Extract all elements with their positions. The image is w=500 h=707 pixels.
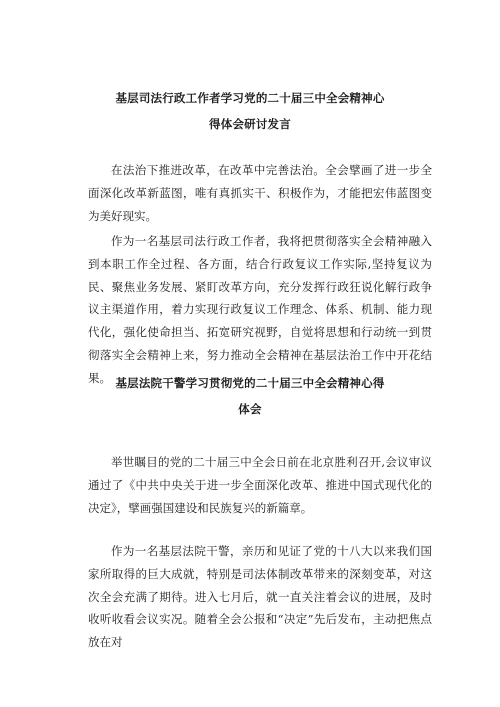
section-1-paragraph-1: 在法治下推进改革，在改革中完善法治。全会擘画了进一步全面深化改革新蓝图，唯有真抓实干、积极作为，才能把宏伟蓝图变为美好现实。	[88, 163, 432, 223]
section-2-title	[70, 370, 430, 422]
section-1-title-line-1: 基层司法行政工作者学习党的二十届三中全会精神心	[115, 91, 385, 105]
section-2-paragraph-2: 作为一名基层法院干警，亲历和见证了党的十八大以来我们国家所取得的巨大成就，特别是司法体制改革带来的深刻变革，对这次全会充满了期待。进入七月后，就一直关注着会议的进展，及时收听收看会议实况。随着全会公报和“决定”先后发布，主动把焦点放在对	[88, 544, 432, 650]
section-1-title-line-2: 得体会研讨发言	[209, 117, 291, 131]
section-2-paragraph-1: 举世瞩目的党的二十届三中全会日前在北京胜利召开,会议审议通过了《中共中央关于进一步全面深化改革、推进中国式现代化的决定》，擘画强国建设和民族复兴的新篇章。	[88, 455, 432, 515]
section-1-paragraph-2: 作为一名基层司法行政工作者，我将把贯彻落实全会精神融入到本职工作全过程、各方面，结合行政复议工作实际,坚持复议为民、聚焦业务发展、紧盯改革方向，充分发挥行政狂说化解行政争议主渠道作用，着力实现行政复议工作理念、体系、机制、能力现代化，强化使命担当、拓宽研究视野，自觉将思想和行动统一到贯彻落实全会精神上来，努力推动全会精神在基层法治工作中开花结果。	[88, 234, 432, 385]
section-2-title-line-1: 基层法院干警学习贯彻党的二十届三中全会精神心得	[115, 376, 385, 390]
section-1-title	[70, 85, 430, 137]
section-2-title-line-2: 体会	[238, 402, 262, 416]
